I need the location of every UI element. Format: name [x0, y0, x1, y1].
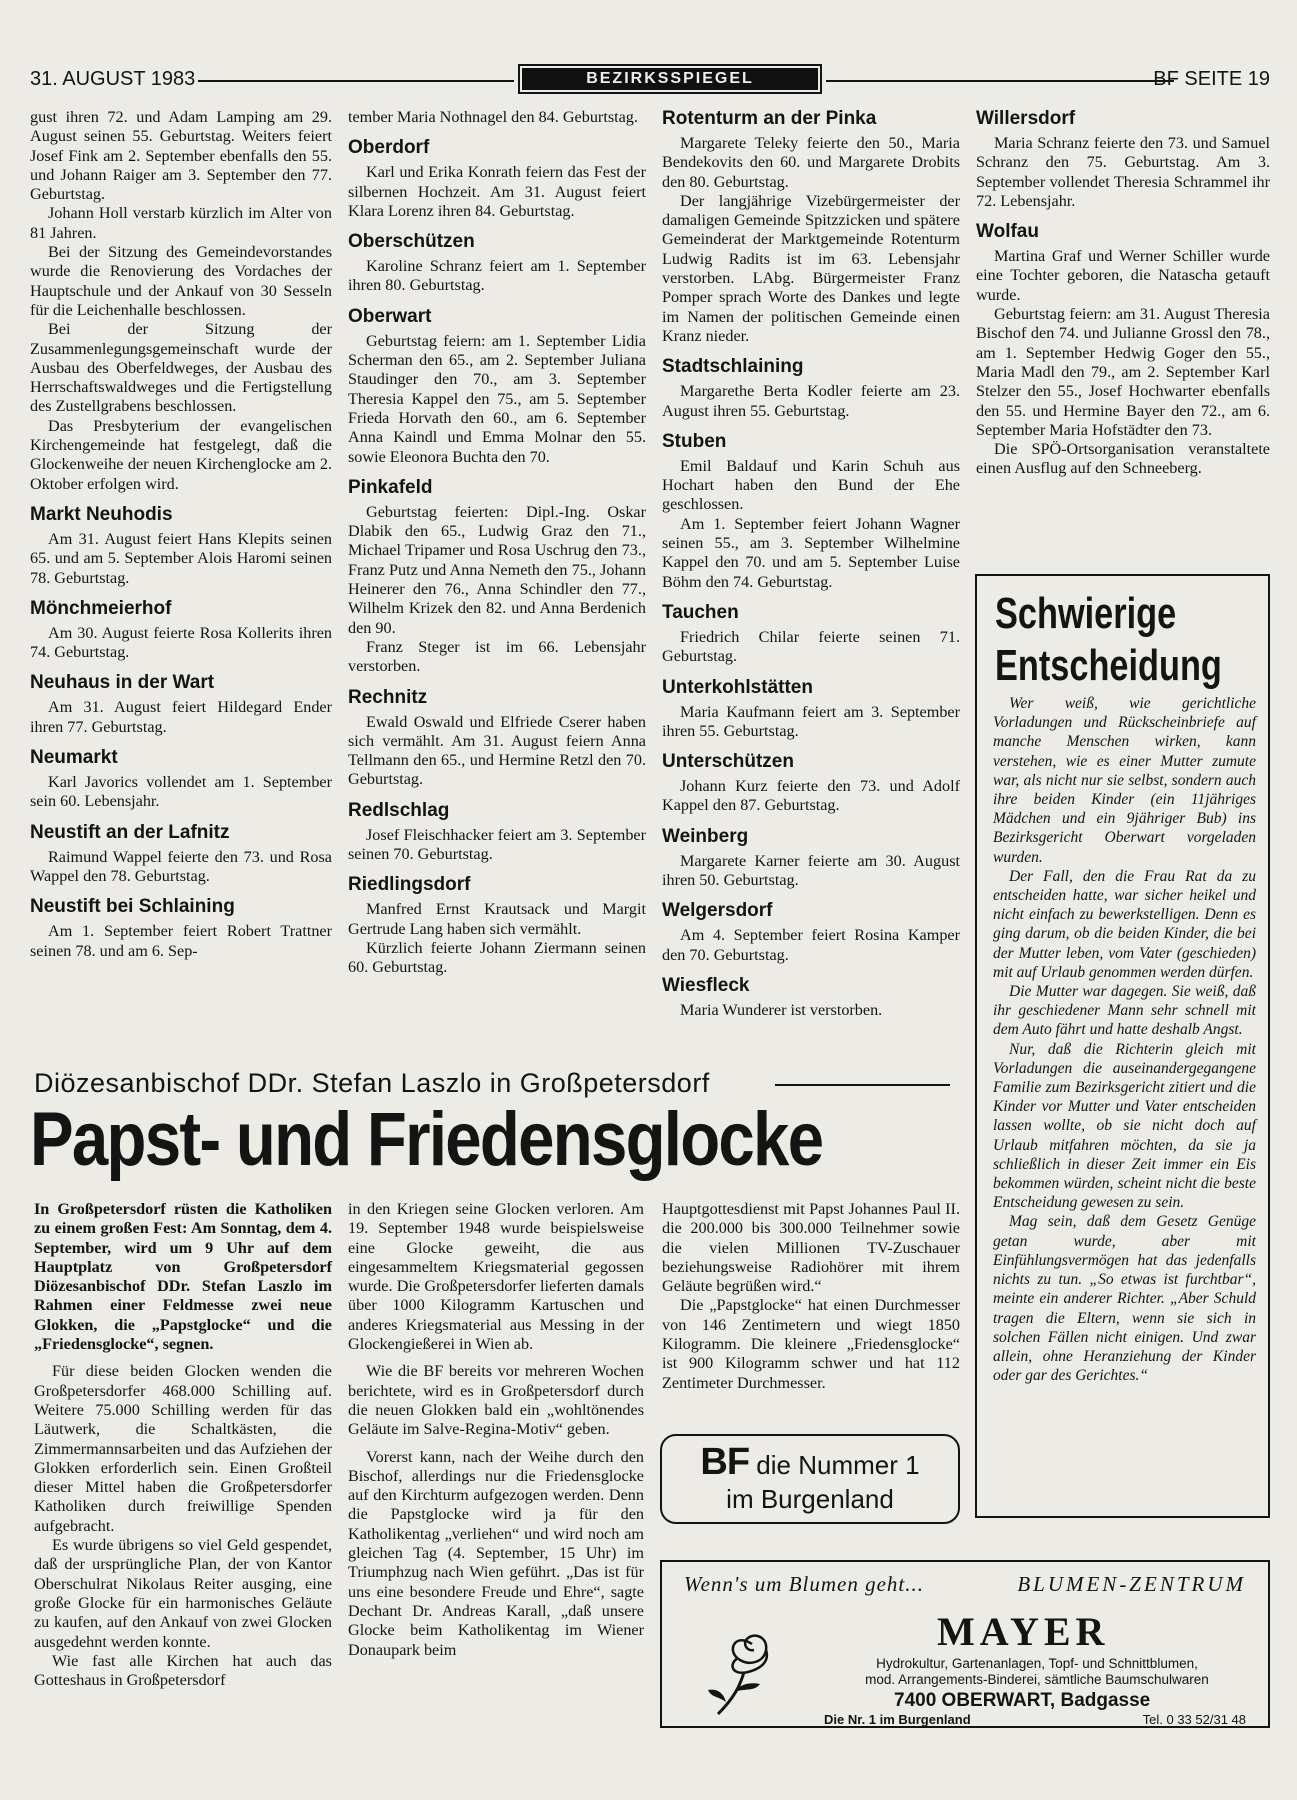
paragraph: Maria Wunderer ist verstorben. [680, 1000, 883, 1019]
place-heading: Unterschützen [662, 751, 794, 773]
paragraph: Margarete Karner feierte am 30. August ihren 50. Geburtstag. [662, 851, 960, 890]
paragraph: Geburtstag feierten: Dipl.-Ing. Oskar Dlabik den 65., Ludwig Graz den 71., Michael Tripamer und Rosa Uschrug den 73., Franz Putz und Anna Nemeth den 75., Johann Heinerer den 76., Anna Schindler den 77., Wilhelm Krizek den 82. und Anna Berdenich den 90. [348, 502, 646, 637]
paragraph: Johann Kurz feierte den 73. und Adolf Kappel den 87. Geburtstag. [662, 777, 960, 815]
place-heading: Neumarkt [30, 747, 118, 769]
paragraph: Johann Holl verstarb kürzlich im Alter von 81 Jahren. [30, 204, 332, 242]
paragraph: Am 31. August feiert Hildegard Ender ihren 77. Geburtstag. [30, 698, 332, 736]
paragraph: Der langjährige Vizebürgermeister der damaligen Gemeinde Spitzzicken und spätere Gemeinderat der Marktgemeinde Rotenturm Ludwig Radits ist im 63. Lebensjahr verstorben. LAbg. Bürgermeister Franz Pomper sprach Worte des Dankes und legte im Namen der politischen Gemeinde einen Kranz nieder. [662, 191, 960, 345]
place-heading: Oberdorf [348, 137, 430, 159]
ad-tagline: Die Nr. 1 im Burgenland [824, 1712, 971, 1727]
place-heading: Welgersdorf [662, 900, 773, 922]
paragraph: Margarethe Berta Kodler feierte am 23. August ihren 55. Geburtstag. [662, 382, 960, 420]
paragraph: Bei der Sitzung des Gemeindevorstandes wurde die Renovierung des Vordaches der Hauptschule und der Ankauf von 30 Sesseln für die Leichenhalle beschlossen. [30, 243, 332, 319]
article-column-2 [348, 1200, 644, 1660]
paragraph: Josef Fleischhacker feiert am 3. September seinen 70. Geburtstag. [348, 825, 646, 864]
place-heading: Oberwart [348, 305, 432, 327]
paragraph: Maria Schranz feierte den 73. und Samuel Schranz den 75. Geburtstag. Am 3. September vollendet Theresia Schrammel ihr 72. Lebensjahr. [976, 134, 1270, 210]
place-heading: Markt Neuhodis [30, 503, 173, 525]
place-heading: Tauchen [662, 601, 739, 623]
ad-services-line: Hydrokultur, Gartenanlagen, Topf- und Schnittblumen, [876, 1656, 1198, 1671]
article-headline: Papst- und Friedensglocke [30, 1097, 823, 1182]
place-heading: Redlschlag [348, 799, 450, 821]
flower-shop-ad [660, 1560, 1270, 1728]
place-heading: Wolfau [976, 221, 1039, 243]
place-heading: Rotenturm an der Pinka [662, 108, 877, 129]
paragraph: Für diese beiden Glocken wenden die Großpetersdorfer 468.000 Schilling auf. Weitere 75.000 Schilling werden für das Läutwerk, die Schaltkästen, die Zimmermannsarbeiten und das Aufziehen der Glokken erforderlich sein. Einen Großteil dieser Mittel haben die Großpetersdorfer Katholiken durch freiwillige Spenden aufgebracht. [34, 1362, 332, 1535]
paragraph: Es wurde übrigens so viel Geld gespendet, daß der ursprüngliche Plan, der von Kantor Oberschulrat Nikolaus Reiter ausging, eine große Glocke für ein harmonisches Geläute zu kaufen, auf den Ankauf von zwei Glocken ausgedehnt werden konnte. [34, 1536, 332, 1651]
paragraph: Manfred Ernst Krautsack und Margit Gertrude Lang haben sich vermählt. [348, 900, 646, 938]
bf-promo-line2: im Burgenland [726, 1484, 894, 1514]
paragraph: Am 1. September feiert Johann Wagner seinen 55., am 3. September Wilhelmine Kappel den 70. und am 5. September Luise Böhm den 74. Geburtstag. [662, 514, 960, 591]
paragraph: Maria Kaufmann feiert am 3. September ihren 55. Geburtstag. [662, 702, 960, 740]
paragraph: Wie fast alle Kirchen hat auch das Gotteshaus in Großpetersdorf [34, 1651, 332, 1690]
paragraph: Mag sein, daß dem Gesetz Genüge getan wurde, aber mit Einfühlungsvermögen hat das jedenfalls nichts zu tun. „So etwas ist furchtbar“, meinte ein anderer Richter. „Aber Schuld tragen die Eltern, wenn sie sich in solchen Fällen nicht einigen. Und zwar allein, ohne Heranziehung der Kinder oder gar des Gerichtes.“ [993, 1213, 1256, 1385]
news-column-3 [662, 108, 960, 1020]
paragraph: gust ihren 72. und Adam Lamping am 29. August seinen 55. Geburtstag. Weiters feiert Josef Fink am 2. September ebenfalls den 55. und Johann Raiger am 3. September den 77. Geburtstag. [30, 108, 332, 204]
paragraph: Emil Baldauf und Karin Schuh aus Hochart haben den Bund der Ehe geschlossen. [662, 456, 960, 514]
paragraph: Bei der Sitzung der Zusammenlegungsgemeinschaft wurde der Ausbau des Oberfeldweges, der Ausbau des Herrschaftswaldweges und die Fertigstellung des Zustellgrabens beschlossen. [30, 320, 332, 416]
ad-company: BLUMEN-ZENTRUM [1017, 1572, 1246, 1596]
place-heading: Riedlingsdorf [348, 874, 471, 896]
paragraph: Margarete Teleky feierte den 50., Maria Bendekovits den 60. und Margarete Drobits den 80. Geburtstag. [662, 134, 960, 191]
paragraph: Karoline Schranz feiert am 1. September ihren 80. Geburtstag. [348, 257, 646, 295]
paragraph: Wie die BF bereits vor mehreren Wochen berichtete, wird es in Großpetersdorf durch die neuen Glokken bald ein „wohltönendes Geläute im Salve-Regina-Motiv“ geben. [348, 1362, 644, 1439]
ad-services [822, 1656, 1252, 1688]
place-heading: Stuben [662, 430, 727, 452]
paragraph: Wer weiß, wie gerichtliche Vorladungen und Rückscheinbriefe auf manche Menschen wirken, kann verstehen, wie es einer Mutter zumute war, als nicht nur sie selbst, sondern auch ihre beiden Kinder (ein 11jähriges Mädchen und ein 9jähriger Bub) ins Bezirksgericht Oberwart vorgeladen wurden. [993, 695, 1256, 866]
news-column-4 [976, 108, 1270, 479]
place-heading: Rechnitz [348, 686, 428, 708]
commentary-title-line: Schwierige [995, 589, 1177, 638]
paragraph: Der Fall, den die Frau Rat da zu entscheiden hatte, war sicher heikel und nicht einfach zu bewerkstelligen. Denn es ging darum, ob die beiden Kinder, die bei der Mutter leben, vom Vater (geschieden) mit auf Urlaub genommen werden dürfen. [993, 867, 1256, 981]
article-column-1 [34, 1200, 332, 1690]
paragraph: Raimund Wappel feierte den 73. und Rosa Wappel den 78. Geburtstag. [30, 847, 332, 885]
paragraph: Die SPÖ-Ortsorganisation veranstaltete einen Ausflug auf den Schneeberg. [976, 440, 1270, 478]
news-column-1 [30, 108, 332, 961]
paragraph: Karl und Erika Konrath feiern das Fest der silbernen Hochzeit. Am 31. August feiert Klara Lorenz ihren 84. Geburtstag. [348, 163, 646, 220]
ad-phone: Tel. 0 33 52/31 48 [1142, 1712, 1246, 1727]
rose-icon [704, 1614, 800, 1718]
paragraph: Franz Steger ist im 66. Lebensjahr verstorben. [348, 637, 646, 676]
paragraph: Vorerst kann, nach der Weihe durch den Bischof, allerdings nur die Friedensglocke auf den Kirchturm aufgezogen werden. Denn die Papstglocke wird ja für den Katholikentag „verliehen“ und wird noch am gleichen Tag (4. September, 15 Uhr) im Triumphzug nach Wien geführt. „Das ist für uns eine besondere Freude und Ehre“, sagte Dechant Dr. Andreas Karall, „daß unsere Glocke beim Katholikentag im Wiener Donaupark beim [348, 1447, 644, 1659]
section-title: BEZIRKSSPIEGEL [522, 68, 818, 90]
bf-promo-text: die Nummer 1 [756, 1450, 920, 1480]
paragraph: Die „Papstglocke“ hat einen Durchmesser von 146 Zentimetern und wiegt 1850 Kilogramm. Die kleinere „Friedensglocke“ ist 900 Kilogramm schwer und hat 112 Zentimeter Durchmesser. [662, 1296, 960, 1392]
paragraph: Die Mutter war dagegen. Sie weiß, daß ihr geschiedener Mann sehr schnell mit dem Auto fährt und hatte deshalb Angst. [993, 983, 1256, 1039]
kicker-rule [775, 1084, 950, 1086]
issue-date: 31. AUGUST 1983 [30, 68, 196, 90]
article-lead: In Großpetersdorf rüsten die Katholiken zu einem großen Fest: Am Sonntag, dem 4. September, wird um 9 Uhr auf dem Hauptplatz von Großpetersdorf Diözesanbischof DDr. Stefan Laszlo im Rahmen einer Feldmesse zwei neue Glokken, die „Papstglocke“ und die „Friedensglocke“, segnen. [34, 1200, 332, 1354]
place-heading: Neuhaus in der Wart [30, 672, 215, 694]
commentary-box [975, 574, 1270, 1518]
paragraph: Friedrich Chilar feierte seinen 71. Geburtstag. [662, 627, 960, 666]
paragraph: Ewald Oswald und Elfriede Cserer haben sich vermählt. Am 31. August feiern Anna Tellmann den 65., und Hermine Retzl den 70. Geburtstag. [348, 712, 646, 789]
paragraph: Kürzlich feierte Johann Ziermann seinen 60. Geburtstag. [348, 938, 646, 977]
paragraph: Hauptgottesdienst mit Papst Johannes Paul II. die 200.000 bis 300.000 Teilnehmer sowie die vielen Millionen TV-Zuschauer beziehungsweise Radiohörer mit ihrem Geläute begrüßen wird.“ [662, 1200, 960, 1296]
masthead-rule-right [826, 80, 1174, 82]
bf-promo-box [660, 1434, 960, 1524]
bf-logo: BF [700, 1441, 750, 1483]
masthead-rule-left [198, 80, 514, 82]
article-kicker: Diözesanbischof DDr. Stefan Laszlo in Großpetersdorf [34, 1068, 710, 1098]
commentary-title [995, 588, 1222, 692]
place-heading: Oberschützen [348, 231, 475, 253]
place-heading: Neustift an der Lafnitz [30, 821, 230, 843]
news-column-2 [348, 108, 646, 978]
bf-promo-line1 [662, 1441, 958, 1483]
paragraph: in den Kriegen seine Glocken verloren. Am 19. September 1948 wurde beispielsweise eine Glocke geweiht, die aus eingesammeltem Kriegsmaterial gegossen wurde. Die Großpetersdorfer lieferten damals über 1000 Kilogramm Kartuschen und anderes Kriegsmaterial aus Messing in der Glockengießerei in Wien ab. [348, 1200, 644, 1354]
paragraph: Am 30. August feierte Rosa Kollerits ihren 74. Geburtstag. [30, 623, 332, 662]
place-heading: Unterkohlstätten [662, 676, 813, 698]
paragraph: Am 1. September feiert Robert Trattner seinen 78. und am 6. Sep- [30, 922, 332, 960]
commentary-title-line: Entscheidung [995, 641, 1222, 690]
paragraph: Martina Graf und Werner Schiller wurde eine Tochter geboren, die Natascha getauft wurde. [976, 247, 1270, 304]
paragraph: Nur, daß die Richterin gleich mit Vorladungen die auseinandergegangene Familie zum Bezirksgericht zitiert und die Kinder vor Mutter und Vater entscheiden lassen wollte, ob sie nicht doch auf Urlaub mitfahren möchten, da sie ja schließlich in dieser Zeit immer ein Eis bekommen würden, scheint nicht die beste Entscheidung gewesen zu sein. [993, 1040, 1256, 1212]
paragraph: Am 31. August feiert Hans Klepits seinen 65. und am 5. September Alois Haromi seinen 78. Geburtstag. [30, 529, 332, 587]
paragraph: Geburtstag feiern: am 31. August Theresia Bischof den 74. und Julianne Grossl den 78., am 1. September Hedwig Goger den 55., Maria Madl den 79., am 2. September Karl Stelzer den 55., Josef Hochwarter ebenfalls den 55. und Hermine Bayer den 72., am 6. September Maria Hofstädter den 73. [976, 305, 1270, 439]
section-banner [518, 64, 822, 94]
ad-logo: MAYER [937, 1609, 1110, 1654]
place-heading: Neustift bei Schlaining [30, 896, 235, 918]
article-column-3 [662, 1200, 960, 1393]
paragraph: Am 4. September feiert Rosina Kamper den 70. Geburtstag. [662, 926, 960, 964]
place-heading: Mönchmeierhof [30, 597, 172, 619]
paragraph: tember Maria Nothnagel den 84. Geburtstag. [348, 108, 638, 126]
place-heading: Weinberg [662, 825, 749, 847]
ad-address: 7400 OBERWART, Badgasse [894, 1690, 1151, 1711]
paragraph: Karl Javorics vollendet am 1. September sein 60. Lebensjahr. [30, 773, 332, 811]
place-heading: Stadtschlaining [662, 356, 804, 378]
commentary-body [993, 694, 1256, 1385]
masthead [30, 64, 1270, 100]
place-heading: Wiesfleck [662, 974, 750, 996]
place-heading: Pinkafeld [348, 476, 433, 498]
ad-services-line: mod. Arrangements-Binderei, sämtliche Baumschulwaren [865, 1672, 1209, 1687]
ad-slogan: Wenn's um Blumen geht... [684, 1572, 925, 1596]
paragraph: Das Presbyterium der evangelischen Kirchengemeinde hat festgelegt, daß die Glockenweihe der neuen Kirchenglocke am 2. Oktober erfolgen wird. [30, 416, 332, 493]
page-number: BF SEITE 19 [1153, 68, 1270, 90]
place-heading: Willersdorf [976, 108, 1076, 129]
paragraph: Geburtstag feiern: am 1. September Lidia Scherman den 65., am 2. September Juliana Staudinger den 70., am 3. September Theresia Kappel den 75., am 5. September Frieda Horvath den 60., am 6. September Anna Kaindl und Emma Molnar den 55. sowie Eleonora Buchta den 70. [348, 331, 646, 466]
